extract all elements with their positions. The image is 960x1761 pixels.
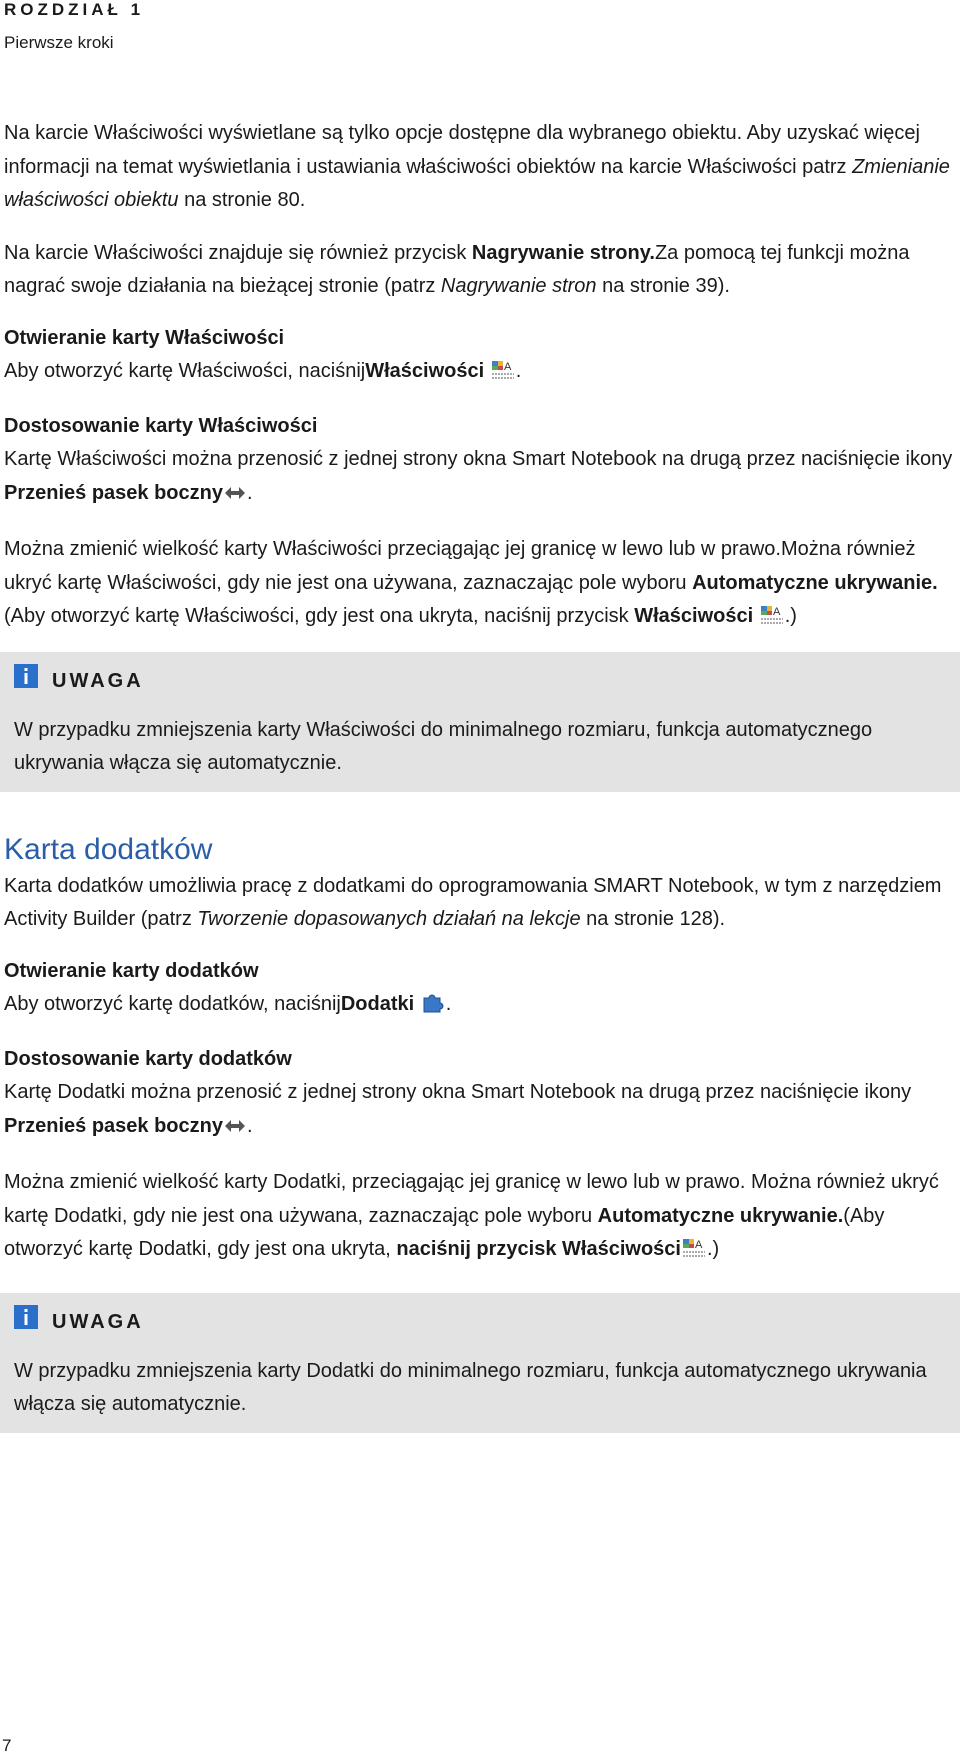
note-text: W przypadku zmniejszenia karty Właściwości do minimalnego rozmiaru, funkcja automatycznego ukrywania włącza się automatycznie. [14, 718, 873, 774]
xref-link[interactable]: Tworzenie dopasowanych działań na lekcje [197, 908, 581, 930]
note-label: UWAGA [52, 1310, 144, 1333]
section-title: Karta dodatków [4, 832, 213, 866]
section-heading: Otwieranie karty Właściwości [4, 326, 285, 349]
svg-text:A: A [772, 606, 781, 618]
note-box [0, 652, 960, 792]
xref-link[interactable]: Zmienianie właściwości obiektu [4, 155, 950, 211]
properties-icon[interactable] [759, 604, 785, 638]
properties-icon[interactable] [681, 1237, 707, 1271]
info-icon [14, 664, 38, 700]
section-heading: Dostosowanie karty dodatków [4, 1048, 292, 1070]
move-sidebar-icon[interactable] [223, 1114, 247, 1148]
paragraph-move-addons: Kartę Dodatki można przenosić z jednej strony okna Smart Notebook na drugą przez naciśnięcie ikony Przenieś pasek boczny . [4, 1076, 956, 1147]
move-sidebar-icon[interactable] [223, 481, 247, 515]
paragraph-page-recording: Na karcie Właściwości znajduje się również przycisk Nagrywanie strony.Za pomocą tej funkcji można nagrać swoje działania na bieżącej stronie (patrz Nagrywanie stron na stronie 39). [4, 241, 910, 297]
chapter-subtitle: Pierwsze kroki [4, 33, 114, 52]
page-number: 7 [2, 1736, 12, 1755]
paragraph-addons-intro: Karta dodatków umożliwia pracę z dodatkami do oprogramowania SMART Notebook, w tym z narzędziem Activity Builder (patrz Tworzenie dopasowanych działań na lekcje na stronie 128). [4, 874, 942, 930]
paragraph-move-properties: Kartę Właściwości można przenosić z jednej strony okna Smart Notebook na drugą przez naciśnięcie ikony Przenieś pasek boczny . [4, 443, 956, 514]
note-box [0, 1293, 960, 1433]
note-text: W przypadku zmniejszenia karty Dodatki do minimalnego rozmiaru, funkcja automatycznego ukrywania włącza się automatycznie. [14, 1359, 927, 1415]
paragraph-resize-properties: Można zmienić wielkość karty Właściwości przeciągając jej granicę w lewo lub w prawo.Można również ukryć kartę Właściwości, gdy nie jest ona używana, zaznaczając pole wyboru Automatyczne ukrywanie.(Aby otworzyć kartę Właściwości, gdy jest ona ukryta, naciśnij przycisk Właściwości A .) [4, 533, 956, 638]
svg-text:A: A [503, 360, 512, 373]
paragraph-properties-intro: Na karcie Właściwości wyświetlane są tylko opcje dostępne dla wybranego obiektu. Aby uzyskać więcej informacji na temat wyświetlania i ustawiania właściwości obiektów na karcie Właściwości patrz Zmienianie właściwości obiektu na stronie 80. [4, 122, 950, 211]
xref-link[interactable]: Nagrywanie stron [440, 275, 597, 297]
section-heading: Otwieranie karty dodatków [4, 959, 259, 982]
paragraph-resize-addons: Można zmienić wielkość karty Dodatki, przeciągając jej granicę w lewo lub w prawo. Można również ukryć kartę Dodatki, gdy nie jest ona używana, zaznaczając pole wyboru Automatyczne ukrywanie.(Aby otworzyć kartę Dodatki, gdy jest ona ukryta, naciśnij przycisk Właściwości A .) [4, 1166, 956, 1271]
paragraph-open-properties: Aby otworzyć kartę Właściwości, naciśnijWłaściwości A . [4, 355, 956, 393]
info-icon [14, 1305, 38, 1341]
addons-puzzle-icon[interactable] [420, 990, 446, 1026]
page-content [4, 117, 956, 1433]
paragraph-open-addons: Aby otworzyć kartę dodatków, naciśnijDodatki . [4, 988, 956, 1026]
note-label: UWAGA [52, 669, 144, 692]
chapter-label: ROZDZIAŁ 1 [4, 0, 145, 19]
svg-text:A: A [694, 1239, 703, 1251]
section-heading: Dostosowanie karty Właściwości [4, 415, 318, 437]
properties-icon[interactable] [490, 359, 516, 393]
